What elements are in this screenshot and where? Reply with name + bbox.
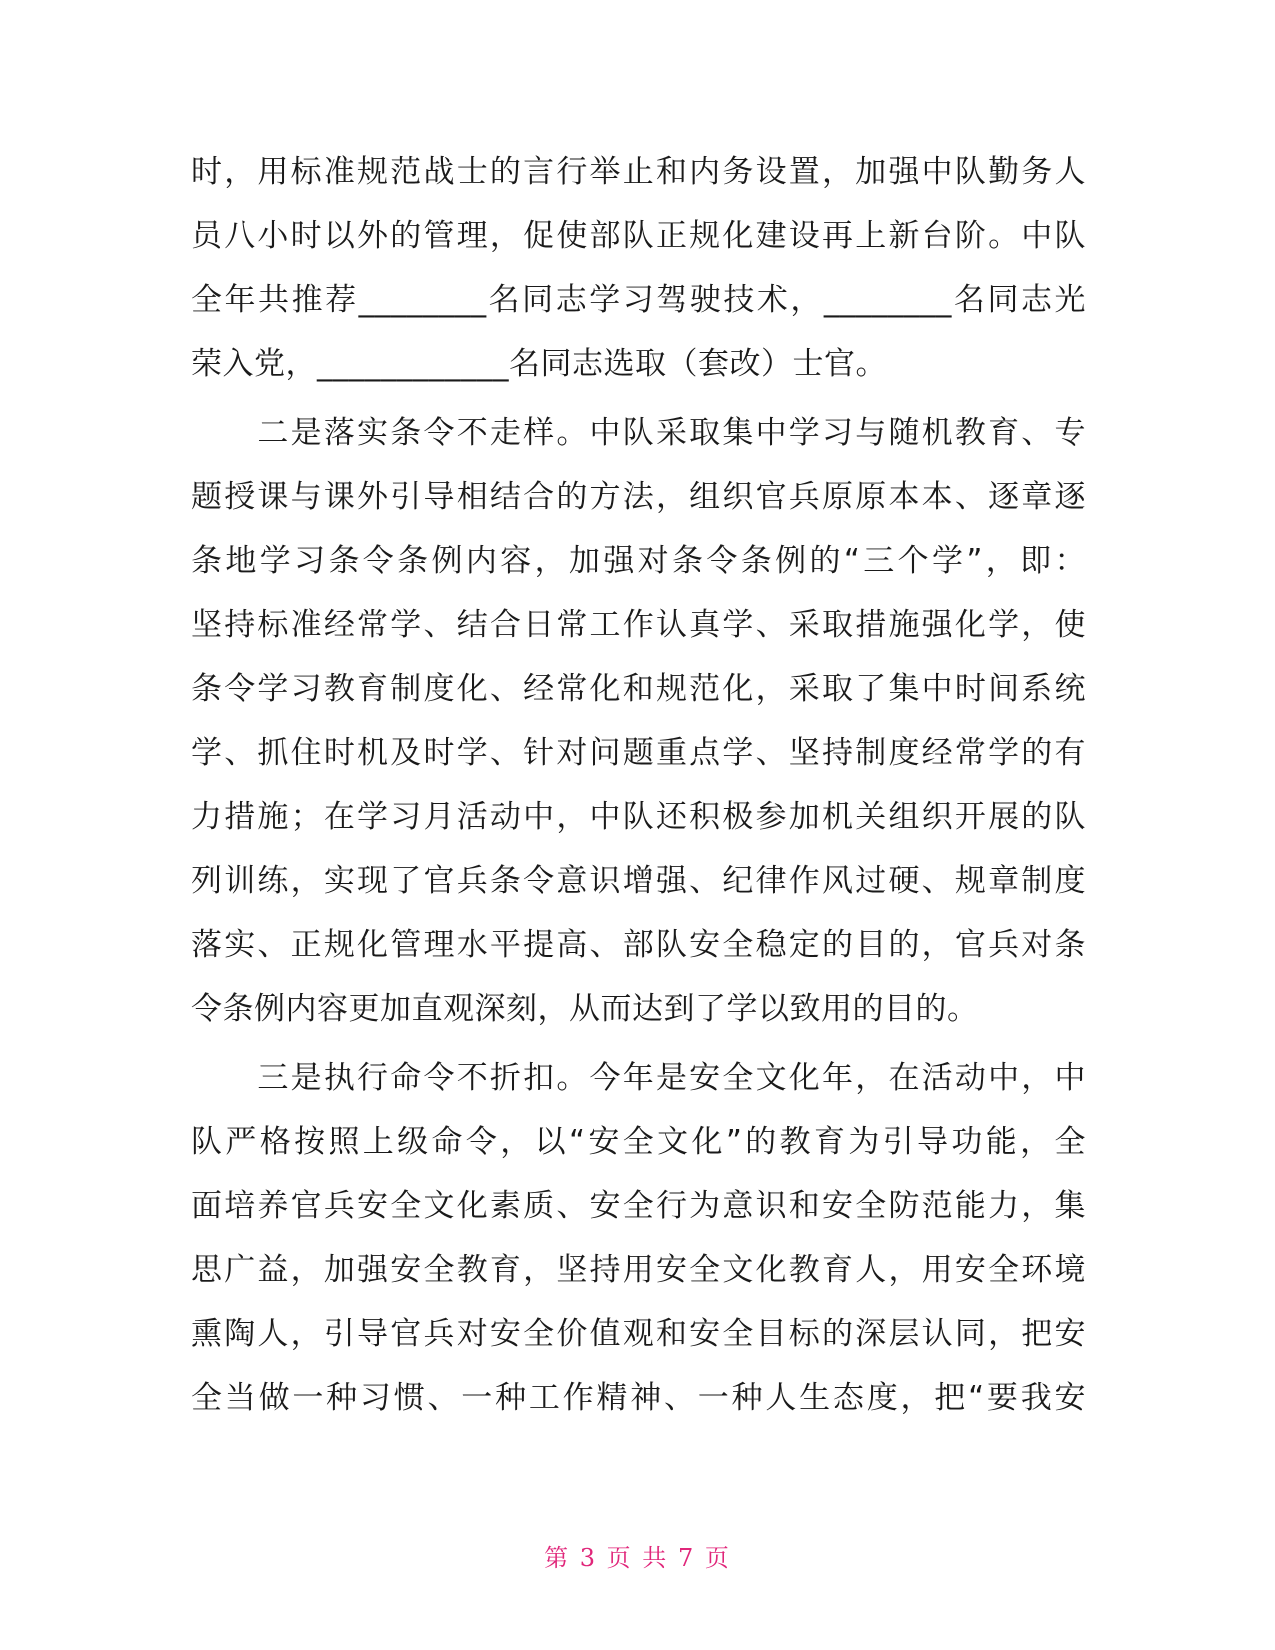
- paragraph-1-line-3: 全年共推荐________名同志学习驾驶技术，________名同志光: [191, 282, 1086, 318]
- paragraph-3-line-4: 思广益，加强安全教育，坚持用安全文化教育人，用安全环境: [191, 1252, 1086, 1288]
- paragraph-2-line-5: 条令学习教育制度化、经常化和规范化，采取了集中时间系统: [191, 671, 1086, 707]
- paragraph-2-line-4: 坚持标准经常学、结合日常工作认真学、采取措施强化学，使: [191, 607, 1086, 643]
- paragraph-1-line-4: 荣入党，____________名同志选取（套改）士官。: [191, 346, 887, 382]
- paragraph-3-line-5: 熏陶人，引导官兵对安全价值观和安全目标的深层认同，把安: [191, 1316, 1086, 1352]
- paragraph-2-line-3: 条地学习条令条例内容，加强对条令条例的“三个学”，即：: [191, 543, 1086, 579]
- paragraph-1-line-1: 时，用标准规范战士的言行举止和内务设置，加强中队勤务人: [191, 154, 1086, 190]
- paragraph-2-line-9: 落实、正规化管理水平提高、部队安全稳定的目的，官兵对条: [191, 927, 1086, 963]
- body-text: [191, 140, 1086, 1430]
- paragraph-2-line-7: 力措施；在学习月活动中，中队还积极参加机关组织开展的队: [191, 799, 1086, 835]
- paragraph-3-line-6: 全当做一种习惯、一种工作精神、一种人生态度，把“要我安: [191, 1380, 1086, 1416]
- paragraph-2-line-2: 题授课与课外引导相结合的方法，组织官兵原原本本、逐章逐: [191, 479, 1086, 515]
- paragraph-3-line-1: 三是执行命令不折扣。今年是安全文化年，在活动中，中: [191, 1060, 1086, 1096]
- paragraph-3-line-2: 队严格按照上级命令，以“安全文化”的教育为引导功能，全: [191, 1124, 1086, 1160]
- paragraph-2-line-6: 学、抓住时机及时学、针对问题重点学、坚持制度经常学的有: [191, 735, 1086, 771]
- paragraph-2-line-10: 令条例内容更加直观深刻，从而达到了学以致用的目的。: [191, 991, 979, 1027]
- paragraph-2-line-1: 二是落实条令不走样。中队采取集中学习与随机教育、专: [191, 415, 1086, 451]
- paragraph-3-line-3: 面培养官兵安全文化素质、安全行为意识和安全防范能力，集: [191, 1188, 1086, 1224]
- paragraph-1-line-2: 员八小时以外的管理，促使部队正规化建设再上新台阶。中队: [191, 218, 1086, 254]
- paragraph-2-line-8: 列训练，实现了官兵条令意识增强、纪律作风过硬、规章制度: [191, 863, 1086, 899]
- page-number-footer: 第 3 页 共 7 页: [544, 1544, 731, 1572]
